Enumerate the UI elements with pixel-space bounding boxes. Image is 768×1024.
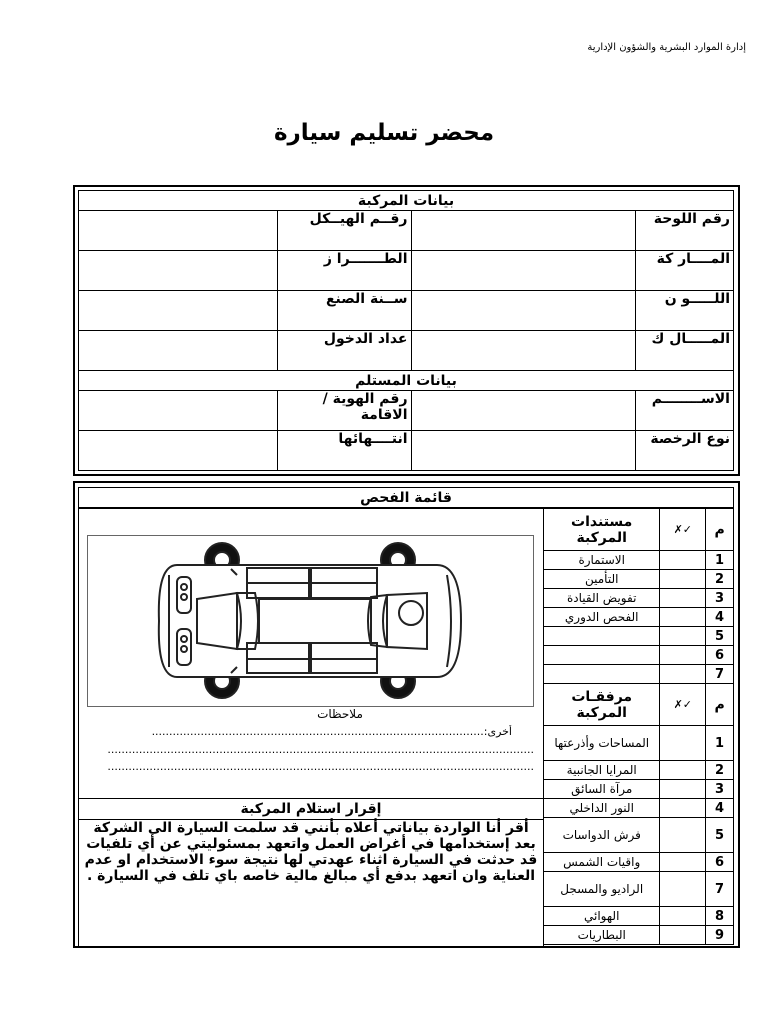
notes-label: ملاحظات (317, 707, 363, 721)
check-cell[interactable] (660, 761, 706, 780)
accessories-header: مرفقـات المركبة (544, 684, 660, 726)
table-row: 2 التأمين (544, 570, 734, 589)
check-cell[interactable] (660, 780, 706, 799)
department-header: إدارة الموارد البشرية والشؤون الإدارية (587, 42, 746, 53)
owner-label: المـــــال ك (636, 331, 734, 371)
check-cell[interactable] (660, 818, 706, 853)
model-field[interactable] (79, 251, 278, 291)
other-dots: ............................................................................................... (151, 725, 484, 738)
table-row: 1 المساحات وأذرعتها (544, 726, 734, 761)
table-row: 2 المرايا الجانبية (544, 761, 734, 780)
year-field[interactable] (79, 291, 278, 331)
check-cell[interactable] (660, 872, 706, 907)
table-row: 8 الهوائي (544, 907, 734, 926)
license-type-field[interactable] (411, 431, 636, 471)
chassis-field[interactable] (79, 211, 278, 251)
vehicle-section-title: بيانات المركبة (79, 191, 734, 211)
color-field[interactable] (411, 291, 636, 331)
brand-field[interactable] (411, 251, 636, 291)
check-cell[interactable] (660, 726, 706, 761)
acknowledgement-text: أقر أنا الواردة بياناتي أعلاه بأنني قد سلمت السيارة الى الشركة بعد إستخدامها في أغراض العمل واتعهد بمسئوليتي عن أي تلفيات قد حدثت في السيارة اثناء عهدتي لها نتيجة سوء الاستخدام او عدم العناية وان اتعهد بدفع أي مبالغ مالية خاصه باي تلف في السيارة . (84, 820, 538, 884)
num-header: م (706, 684, 734, 726)
table-row: 4 الفحص الدوري (544, 608, 734, 627)
check-cell[interactable] (660, 589, 706, 608)
chassis-label: رقــم الهيــكل (277, 211, 411, 251)
inspection-lists (543, 508, 734, 945)
brand-label: المــــار كة (636, 251, 734, 291)
table-row: 6 (544, 646, 734, 665)
check-cell[interactable] (660, 853, 706, 872)
color-label: اللـــــو ن (636, 291, 734, 331)
expiry-field[interactable] (79, 431, 278, 471)
table-row: 3 تفويض القيادة (544, 589, 734, 608)
num-header: م (706, 509, 734, 551)
check-cell[interactable] (660, 799, 706, 818)
check-header: ✓✗ (660, 684, 706, 726)
plate-label: رقم اللوحة (636, 211, 734, 251)
expiry-label: انتــــهائها (277, 431, 411, 471)
table-row: 9 البطاريات (544, 926, 734, 945)
id-field[interactable] (79, 391, 278, 431)
license-type-label: نوع الرخصة (636, 431, 734, 471)
owner-field[interactable] (411, 331, 636, 371)
model-label: الطـــــــرا ز (277, 251, 411, 291)
check-header: ✓✗ (660, 509, 706, 551)
odometer-label: عداد الدخول (277, 331, 411, 371)
check-cell[interactable] (660, 551, 706, 570)
name-label: الاســــــــم (636, 391, 734, 431)
check-cell[interactable] (660, 627, 706, 646)
odometer-field[interactable] (79, 331, 278, 371)
notes-line-2[interactable]: .......................................................................................................................... (107, 760, 534, 773)
notes-line-1[interactable]: .......................................................................................................................... (107, 743, 534, 756)
page-title: محضر تسليم سيارة (273, 120, 495, 146)
table-row: 7 الراديو والمسجل (544, 872, 734, 907)
vehicle-table (78, 190, 734, 471)
check-cell[interactable] (660, 608, 706, 627)
plate-field[interactable] (411, 211, 636, 251)
car-diagram (87, 535, 534, 707)
table-row: 3 مرآة السائق (544, 780, 734, 799)
year-label: ســنة الصنع (277, 291, 411, 331)
other-line[interactable] (106, 725, 512, 738)
check-cell[interactable] (660, 926, 706, 945)
receiver-section-title: بيانات المستلم (79, 371, 734, 391)
acknowledgement-title: إقرار استلام المركبة (78, 800, 544, 820)
check-cell[interactable] (660, 907, 706, 926)
other-label: أخرى: (483, 725, 512, 738)
check-cell[interactable] (660, 665, 706, 684)
inspection-section-title: قائمة الفحص (78, 487, 734, 508)
id-label: رقم الهوية / الاقامة (277, 391, 411, 431)
check-cell[interactable] (660, 646, 706, 665)
documents-header: مستندات المركبة (544, 509, 660, 551)
table-row: 5 (544, 627, 734, 646)
table-row: 7 (544, 665, 734, 684)
table-row: 1 الاستمارة (544, 551, 734, 570)
table-row: 4 النور الداخلي (544, 799, 734, 818)
table-row: 5 فرش الدواسات (544, 818, 734, 853)
name-field[interactable] (411, 391, 636, 431)
check-cell[interactable] (660, 570, 706, 589)
table-row: 6 واقيات الشمس (544, 853, 734, 872)
